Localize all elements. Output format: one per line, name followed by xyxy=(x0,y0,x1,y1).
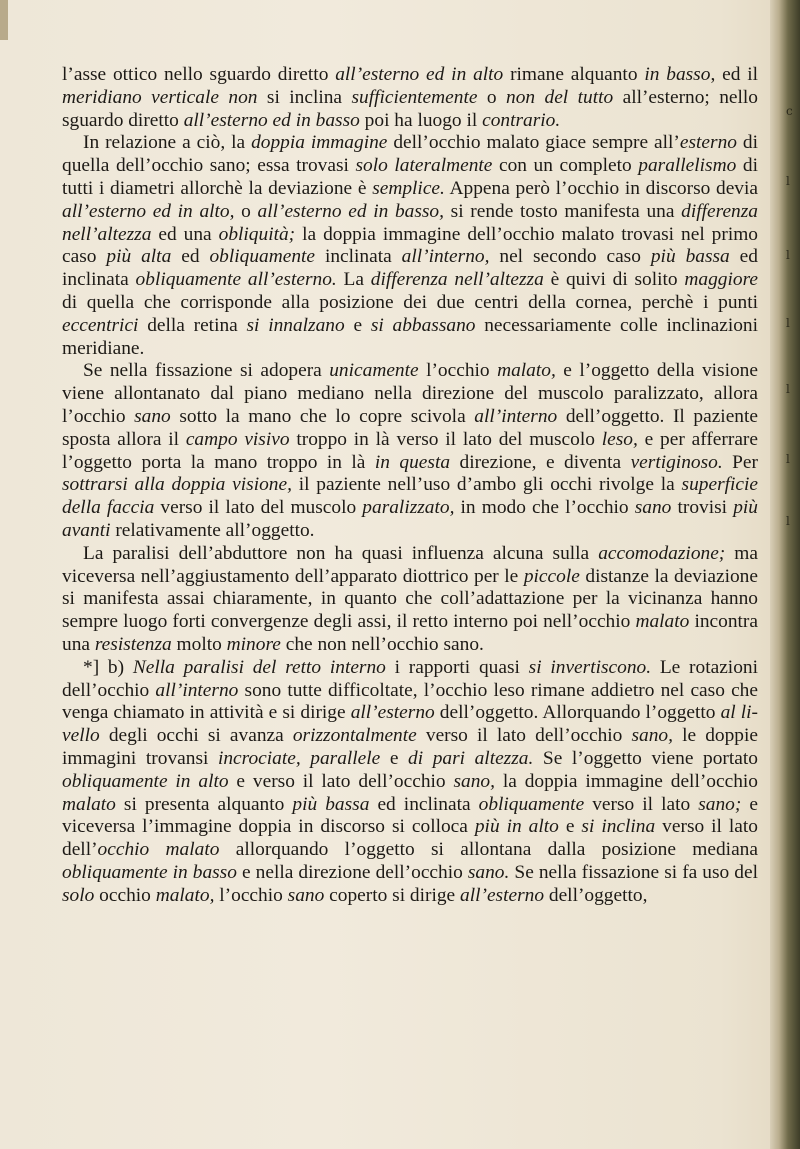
text-run: e nella direzione dell’occhio xyxy=(236,861,468,883)
page-corner-shadow xyxy=(0,0,8,40)
italic-run: obliquità; xyxy=(218,223,296,245)
text-run: rimane alquanto xyxy=(503,64,645,85)
text-run: allorquando l’oggetto si allontana dalla posizione mediana xyxy=(219,839,758,861)
italic-run: sottrarsi alla doppia visione, xyxy=(62,474,292,496)
text-run: dell’occhio malato giace sempre all’ xyxy=(387,132,680,154)
text-run: *] b) xyxy=(83,656,133,678)
text-run: sotto la mano che lo copre scivola xyxy=(170,405,475,427)
italic-run: paralizzato, xyxy=(362,497,455,519)
text-run: degli occhi si avanza xyxy=(99,725,293,747)
text-run: si inclina xyxy=(257,86,352,108)
italic-run: differenza nell’altezza xyxy=(370,269,544,291)
text-run: i rapporti quasi xyxy=(385,656,529,678)
italic-run: si inclina xyxy=(581,816,656,838)
text-run: relativamente all’oggetto. xyxy=(110,519,315,541)
italic-run: sano xyxy=(634,497,672,519)
italic-run: sano; xyxy=(698,793,742,815)
italic-run: all’esterno ed in basso, xyxy=(257,200,444,222)
italic-run: sano xyxy=(134,405,171,427)
edge-letter: l xyxy=(786,514,790,528)
text-run: ed una xyxy=(151,223,219,245)
text-run: di tutti i diametri allorchè la deviazione è xyxy=(62,155,758,199)
italic-run: all’esterno ed in basso xyxy=(183,109,360,131)
italic-run: eccentrici xyxy=(62,314,139,336)
text-run: l’asse ottico nello sguardo diretto xyxy=(62,64,336,85)
italic-run: obliquamente all’esterno. xyxy=(135,269,337,291)
text-run: distanze la deviazione si manifesta assai chiaramente, in quanto che coll’adattazione per la vicinanza hanno sempre luogo forti convergenze degli assi, il retto interno poi nell’occhio xyxy=(62,565,758,633)
italic-run: di pari altezza. xyxy=(408,747,534,769)
italic-run: orizzontalmente xyxy=(292,725,417,747)
text-run: Se nella fissazione si fa uso del xyxy=(509,861,758,883)
italic-run: incrociate, parallele xyxy=(217,747,381,769)
italic-run: parallelismo xyxy=(638,155,737,177)
italic-run: piccole xyxy=(523,565,580,587)
text-run: l’occhio xyxy=(418,360,498,382)
text-run: ed inclinata xyxy=(62,246,758,291)
text-run: si presenta alquanto xyxy=(115,793,293,815)
italic-run: al livello xyxy=(62,702,758,747)
text-run: e viceversa l’immagine doppia in discorso si colloca xyxy=(62,793,758,838)
italic-run: sufficientemente xyxy=(351,86,478,108)
text-run: dell’oggetto, xyxy=(544,884,648,906)
body-text xyxy=(62,64,758,907)
italic-run: obliquamente xyxy=(478,793,585,815)
italic-run: più avanti xyxy=(62,497,758,541)
italic-run: differenza nell’altezza xyxy=(62,200,758,245)
text-run: il paziente nell’uso d’ambo gli occhi rivolge la xyxy=(291,474,682,496)
text-run: verso il lato del muscolo xyxy=(154,497,363,519)
text-run: verso il lato dell’ xyxy=(62,816,758,861)
italic-run: più bassa xyxy=(292,793,370,815)
italic-run: obliquamente xyxy=(209,246,316,268)
italic-run: unicamente xyxy=(329,360,419,382)
text-run: direzione, e diventa xyxy=(450,451,631,473)
italic-run: Nella paralisi del retto interno xyxy=(132,656,386,678)
text-run: e xyxy=(558,816,582,838)
text-run: che non nell’occhio sano. xyxy=(280,633,484,655)
text-run: e xyxy=(380,747,409,769)
text-run: la doppia immagine dell’occhio xyxy=(494,770,758,792)
italic-run: all’interno xyxy=(155,679,239,701)
italic-run: più bassa xyxy=(650,246,730,268)
italic-run: in basso xyxy=(644,64,711,85)
text-run: ed xyxy=(171,246,210,268)
italic-run: si abbassano xyxy=(370,314,476,336)
italic-run: campo visivo xyxy=(185,428,290,450)
text-run: di quella che corrisponde alla posizione dei due centri della cornea, perchè i punti xyxy=(62,291,758,313)
italic-run: solo xyxy=(62,884,95,906)
italic-run: minore xyxy=(226,633,281,655)
italic-run: maggiore xyxy=(684,269,758,291)
italic-run: vertiginoso. xyxy=(630,451,723,473)
text-run: di quella dell’occhio sano; essa trovasi xyxy=(62,132,759,177)
italic-run: all’esterno xyxy=(460,884,545,906)
italic-run: all’esterno ed in alto, xyxy=(62,200,235,222)
text-run: occhio xyxy=(94,884,156,906)
text-run: molto xyxy=(171,633,227,655)
italic-run: sano, xyxy=(631,725,673,747)
text-run: e verso il lato dell’occhio xyxy=(228,770,454,792)
text-run: nel secondo caso xyxy=(489,246,651,268)
text-run: e l’oggetto della visione viene allontanato dal piano mediano nella direzione del muscolo paralizzato, allora l’occhio xyxy=(62,360,758,427)
italic-run: doppia immagine xyxy=(251,132,388,154)
text-run: sono tutte difficoltate, l’occhio leso rimane addietro nel caso che venga chiamato in attività e si dirige xyxy=(62,679,758,724)
italic-run: obliquamente in alto xyxy=(62,770,229,792)
text-run: è quivi di solito xyxy=(543,269,685,291)
text-run: coperto si dirige xyxy=(324,884,461,906)
text-run: verso il lato xyxy=(584,793,699,815)
text-run: e per afferrare l’oggetto porta la mano troppo in là xyxy=(62,428,758,473)
italic-run: all’esterno ed in alto xyxy=(335,64,504,85)
italic-run: accomodazione; xyxy=(598,542,726,564)
text-run: ed inclinata xyxy=(369,793,479,815)
text-run: troppo in là verso il lato del muscolo xyxy=(289,428,602,450)
text-run: Se l’oggetto viene portato xyxy=(533,747,758,769)
italic-run: sano xyxy=(287,884,325,906)
text-run: dell’oggetto. Allorquando l’oggetto xyxy=(434,702,721,724)
text-run: le doppie immagini trovansi xyxy=(62,725,758,769)
italic-run: non del tutto xyxy=(506,86,614,108)
book-binding-edge xyxy=(770,0,800,1149)
edge-letter: l xyxy=(786,174,790,188)
italic-run: si innalzano xyxy=(246,314,345,336)
text-run: Appena però l’occhio in discorso devia xyxy=(444,177,759,199)
text-run: In relazione a ciò, la xyxy=(83,132,252,154)
italic-run: malato, xyxy=(497,360,556,382)
text-run: inclinata xyxy=(315,246,402,268)
italic-run: leso, xyxy=(601,428,638,450)
italic-run: semplice. xyxy=(372,177,445,199)
italic-run: obliquamente in basso xyxy=(62,861,237,883)
italic-run: malato, xyxy=(155,884,215,906)
italic-run: più in alto xyxy=(474,816,559,838)
paragraph xyxy=(62,132,758,360)
italic-run: sano. xyxy=(467,861,510,883)
text-run: incontra una xyxy=(62,611,758,655)
italic-run: meridiano verticale non xyxy=(62,86,258,108)
paragraph xyxy=(62,657,758,908)
italic-run: più alta xyxy=(106,246,172,268)
text-run: ma viceversa nell’aggiustamento dell’apparato diottrico per le xyxy=(62,542,758,587)
edge-letter: l xyxy=(786,382,790,396)
italic-run: in questa xyxy=(374,451,451,473)
text-run: La paralisi dell’abduttore non ha quasi influenza alcuna sulla xyxy=(83,542,599,564)
text-run: o xyxy=(234,200,258,222)
paragraph xyxy=(62,64,758,132)
text-run: Se nella fissazione si adopera xyxy=(83,360,330,382)
edge-letter: l xyxy=(786,316,790,330)
text-run: si rende tosto manifesta una xyxy=(443,200,682,222)
text-run: , ed il xyxy=(710,64,759,85)
italic-run: solo lateralmente xyxy=(355,155,493,177)
italic-run: all’interno xyxy=(474,405,558,427)
italic-run: all’interno, xyxy=(401,246,490,268)
text-run: all’esterno; nello sguardo diretto xyxy=(62,86,759,131)
italic-run: contrario. xyxy=(482,109,561,131)
text-run: la doppia immagine dell’occhio malato trovasi nel primo caso xyxy=(62,223,758,268)
italic-run: occhio malato xyxy=(97,839,220,861)
italic-run: si invertiscono. xyxy=(528,656,652,678)
paragraph xyxy=(62,543,758,657)
italic-run: malato xyxy=(635,611,690,633)
text-run: della retina xyxy=(138,314,247,336)
text-run: verso il lato dell’occhio xyxy=(416,725,632,747)
italic-run: malato xyxy=(62,793,116,815)
text-run: poi ha luogo il xyxy=(359,109,483,131)
text-run: e xyxy=(344,314,371,336)
text-run: Le rotazioni dell’occhio xyxy=(62,656,758,701)
text-run: in modo che l’occhio xyxy=(454,497,635,519)
edge-letter: l xyxy=(786,452,790,466)
italic-run: resistenza xyxy=(94,633,172,655)
text-run: dell’oggetto. Il paziente sposta allora il xyxy=(62,405,758,450)
text-run: necessariamente colle inclinazioni meridiane. xyxy=(62,314,758,359)
edge-letter: c xyxy=(786,104,793,118)
text-run: trovisi xyxy=(671,497,734,519)
text-run: l’occhio xyxy=(214,884,288,906)
italic-run: all’esterno xyxy=(350,702,435,724)
text-run: Per xyxy=(722,451,758,473)
text-run: o xyxy=(477,86,506,108)
text-run: La xyxy=(336,269,371,291)
paragraph xyxy=(62,360,758,542)
edge-letter: l xyxy=(786,248,790,262)
text-run: con un completo xyxy=(492,155,639,177)
italic-run: superficie della faccia xyxy=(62,474,758,519)
italic-run: esterno xyxy=(679,132,737,154)
italic-run: sano, xyxy=(453,770,495,792)
